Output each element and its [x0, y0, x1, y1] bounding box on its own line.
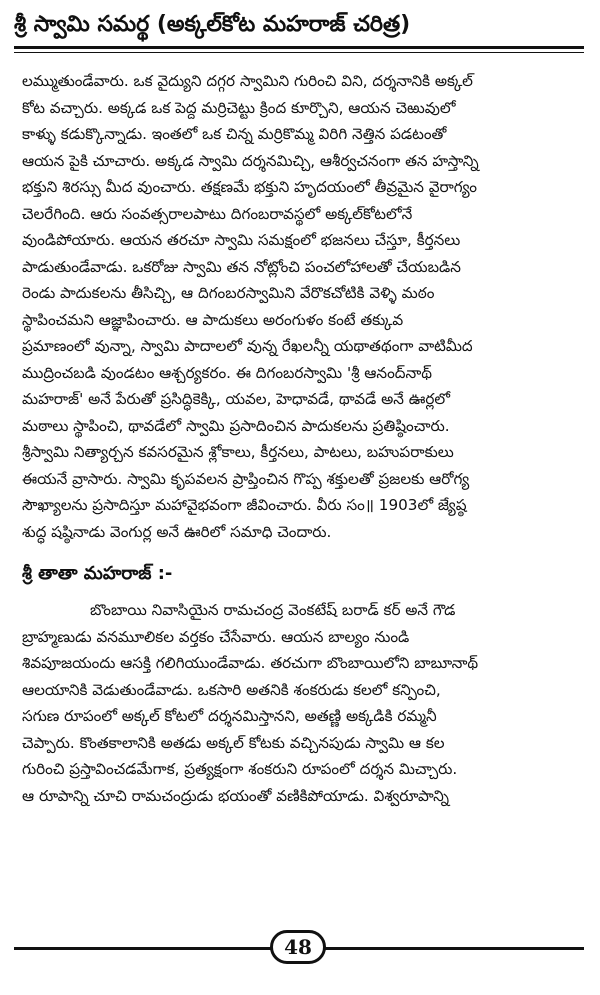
header-rule-thin	[14, 52, 584, 53]
text-line: ఆ రూపాన్ని చూచి రామచంద్రుడు భయంతో వణికిపోయాడు. విశ్వరూపాన్ని	[22, 786, 450, 805]
text-line: లమ్ముతుండేవారు. ఒక వైద్యుని దగ్గర స్వామిని గురించి విని, దర్శనానికి అక్కల్	[22, 72, 473, 90]
text-line: కోట వచ్చారు. అక్కడ ఒక పెద్ద మర్రిచెట్టు క్రింద కూర్చొని, ఆయన చెఱువులో	[22, 98, 456, 117]
text-line: శుద్ధ షష్ఠినాడు వెంగుర్ల అనే ఊరిలో సమాధి చెందారు.	[22, 522, 332, 541]
text-line: ఆయన పైకి చూచారు. అక్కడ స్వామి దర్శనమిచ్చి, ఆశీర్వచనంగా తన హస్తాన్ని	[22, 151, 479, 170]
text-line: మహరాజ్' అనే పేరుతో ప్రసిద్ధికెక్కి, యవల, హెధావడే, థావడే అనే ఊర్లలో	[22, 390, 451, 408]
paragraph-anandnath	[22, 68, 580, 545]
running-header-title: శ్రీ స్వామి సమర్థ (అక్కల్‌కోట మహరాజ్ చరిత్ర)	[14, 12, 411, 37]
text-line: ముద్రించబడి వుండటం ఆశ్చర్యకరం. ఈ దిగంబరస్వామి 'శ్రీ ఆనంద్‌నాథ్	[22, 363, 433, 382]
text-line: సగుణ రూపంలో అక్కల్ కోటలో దర్శనమిస్తానని, అతణ్ణి అక్కడికి రమ్మనీ	[22, 707, 437, 725]
text-line: ఆలయానికి వెడుతుండేవాడు. ఒకసారి అతనికి శంకరుడు కలలో కన్పించి,	[22, 680, 441, 699]
text-line: స్థాపించమని ఆజ్ఞాపించారు. ఆ పాదుకలు అరంగుళం కంటే తక్కువ	[22, 310, 404, 329]
text-line: రెండు పాదుకలను తీసిచ్చి, ఆ దిగంబరస్వామిని వేరొకచోటికి వెళ్ళి మఠం	[22, 284, 435, 302]
page-body	[22, 68, 580, 809]
text-line: సౌఖ్యాలను ప్రసాదిస్తూ మహావైభవంగా జీవించారు. వీరు సం॥ 1903లో జ్యేష్ఠ	[22, 496, 467, 514]
text-line: చెప్పారు. కొంతకాలానికి అతడు అక్కల్ కోటకు వచ్చినపుడు స్వామి ఆ కల	[22, 733, 445, 752]
text-line: శ్రీస్వామి నిత్యార్చన కవసరమైన శ్లోకాలు, కీర్తనలు, పాటలు, బహుపరాకులు	[22, 443, 454, 461]
text-line: బ్రాహ్మణుడు వనమూలికల వర్తకం చేసేవారు. ఆయన బాల్యం నుండి	[22, 627, 410, 646]
text-line: బొంబాయి నివాసియైన రామచంద్ర వెంకటేష్ బరాడ్ కర్ అనే గౌడ	[90, 601, 456, 619]
page-header	[14, 8, 584, 56]
text-line: శివపూజయందు ఆసక్తి గలిగియుండేవాడు. తరచుగా బొంబాయిలోని బాబూనాథ్	[22, 654, 479, 672]
header-rule-thick	[14, 46, 584, 49]
text-line: ఈయనే వ్రాసారు. స్వామి కృపవలన ప్రాప్తించిన గొప్ప శక్తులతో ప్రజలకు ఆరోగ్య	[22, 469, 470, 488]
text-line: చెలరేగింది. ఆరు సంవత్సరాలపాటు దిగంబరావస్థలో అక్కల్‌కోటలోనే	[22, 204, 413, 223]
paragraph-tata-maharaj	[22, 597, 580, 809]
page-number-badge	[270, 930, 326, 964]
text-line: మఠాలు స్థాపించి, థావడేలో స్వామి ప్రసాదించిన పాదుకలను ప్రతిష్ఠించారు.	[22, 416, 450, 435]
text-line: భక్తుని శిరస్సు మీద వుంచారు. తక్షణమే భక్తుని హృదయంలో తీవ్రమైన వైరాగ్యం	[22, 178, 477, 196]
text-line: వుండిపోయారు. ఆయన తరచూ స్వామి సమక్షంలో భజనలు చేస్తూ, కీర్తనలు	[22, 231, 461, 249]
section-heading: శ్రీ తాతా మహరాజ్ :-	[22, 563, 173, 584]
text-line: ప్రమాణంలో వున్నా, స్వామి పాదాలలో వున్న రేఖలన్నీ యథాతథంగా వాటిమీద	[22, 337, 473, 355]
page-footer	[14, 928, 584, 968]
text-line: కాళ్ళు కడుక్కొన్నాడు. ఇంతలో ఒక చిన్న మర్రికొమ్మ విరిగి నెత్తిన పడటంతో	[22, 125, 447, 143]
text-line: పాడుతుండేవాడు. ఒకరోజు స్వామి తన నోట్లోంచి పంచలోహాలతో చేయబడిన	[22, 257, 461, 276]
text-line: గురించి ప్రస్తావించడమేగాక, ప్రత్యక్షంగా శంకరుని రూపంలో దర్శన మిచ్చారు.	[22, 760, 458, 778]
page-number: 48	[284, 935, 312, 959]
